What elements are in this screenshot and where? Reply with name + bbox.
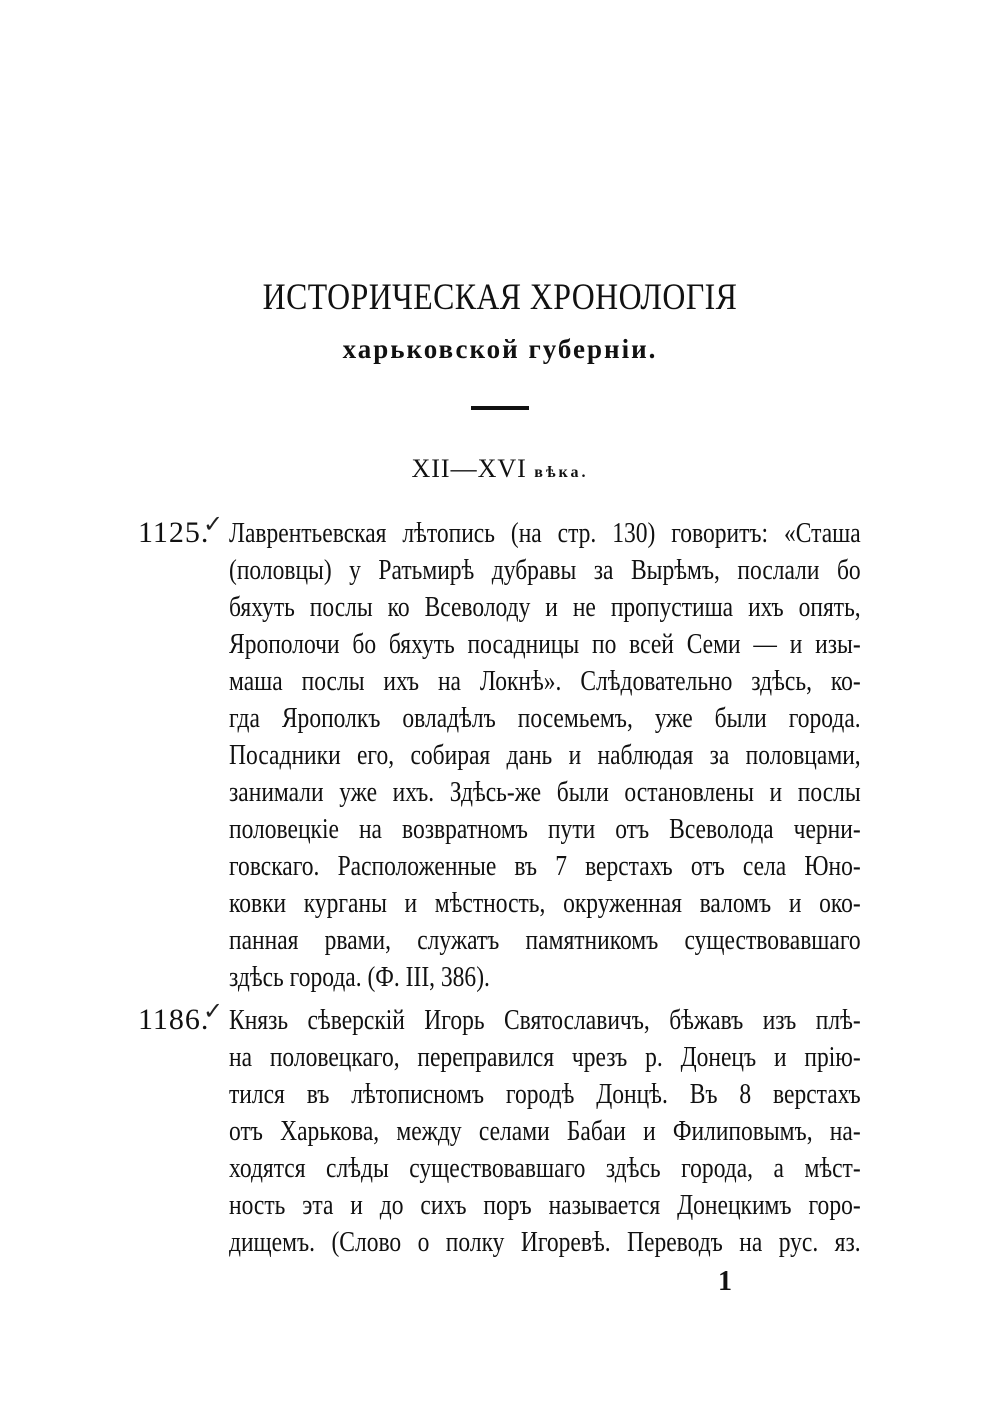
entry-1125-line: Посадники его, собирая дань и наблюдая за половцами, — [229, 740, 861, 771]
entry-1186-line: на половецкаго, переправился чрезъ р. Донецъ и прію- — [229, 1042, 861, 1073]
entry-year-1125: 1125. — [138, 516, 210, 549]
period-word: вѣка. — [534, 464, 589, 481]
check-mark-icon: ✓ — [203, 999, 224, 1025]
page-number: 1 — [718, 1266, 732, 1297]
entry-1186-line: отъ Харькова, между селами Бабаи и Филиповымъ, на- — [229, 1116, 861, 1147]
entry-1125-line: маша послы ихъ на Локнѣ». Слѣдовательно здѣсь, ко- — [229, 666, 861, 697]
entry-1186-line: тился въ лѣтописномъ городѣ Донцѣ. Въ 8 верстахъ — [229, 1079, 861, 1110]
check-mark-icon: ✓ — [203, 512, 224, 538]
page-subtitle: харьковской губерніи. — [342, 334, 658, 364]
entry-1125-line: бяхуть послы ко Всеволоду и не пропустиша ихъ опять, — [229, 592, 861, 623]
entry-1186-line: ходятся слѣды существовавшаго здѣсь города, а мѣст- — [229, 1153, 861, 1184]
period-heading — [0, 454, 1000, 484]
entry-1125-line: Лаврентьевская лѣтопись (на стр. 130) говоритъ: «Сташа — [229, 518, 861, 549]
entry-1125-line: половецкіе на возвратномъ пути отъ Всеволода черни- — [229, 814, 861, 845]
entry-1186-line: ность эта и до сихъ поръ называется Донецкимъ горо- — [229, 1190, 861, 1221]
entry-1125-line: здѣсь города. (Ф. III, 386). — [229, 962, 490, 993]
period-centuries: XII—XVI — [411, 454, 527, 483]
entry-1125-line: гда Ярополкъ овладѣлъ посемьемъ, уже были города. — [229, 703, 861, 734]
entry-1186-line: Князь сѣверскій Игорь Святославичъ, бѣжавъ изъ плѣ- — [229, 1005, 861, 1036]
entry-1125-line: панная рвами, служатъ памятникомъ существовавшаго — [229, 925, 861, 956]
entry-1125-line: ковки курганы и мѣстность, окруженная валомъ и око- — [229, 888, 861, 919]
title-divider — [471, 406, 529, 410]
entry-1125-line: (половцы) у Ратьмирѣ дубравы за Вырѣмъ, послали бо — [229, 555, 861, 586]
entry-year-1186: 1186. — [138, 1003, 210, 1036]
entry-1125-line: занимали уже ихъ. Здѣсь-же были остановлены и послы — [229, 777, 861, 808]
entry-1186-line: дищемъ. (Слово о полку Игоревѣ. Переводъ на рус. яз. — [229, 1227, 861, 1258]
entry-1125-line: Ярополочи бо бяхуть посадницы по всей Семи — и изы- — [229, 629, 861, 660]
page-title: ИСТОРИЧЕСКАЯ ХРОНОЛОГІЯ — [262, 277, 738, 318]
entry-1125-line: говскаго. Расположенные въ 7 верстахъ отъ села Юно- — [229, 851, 861, 882]
